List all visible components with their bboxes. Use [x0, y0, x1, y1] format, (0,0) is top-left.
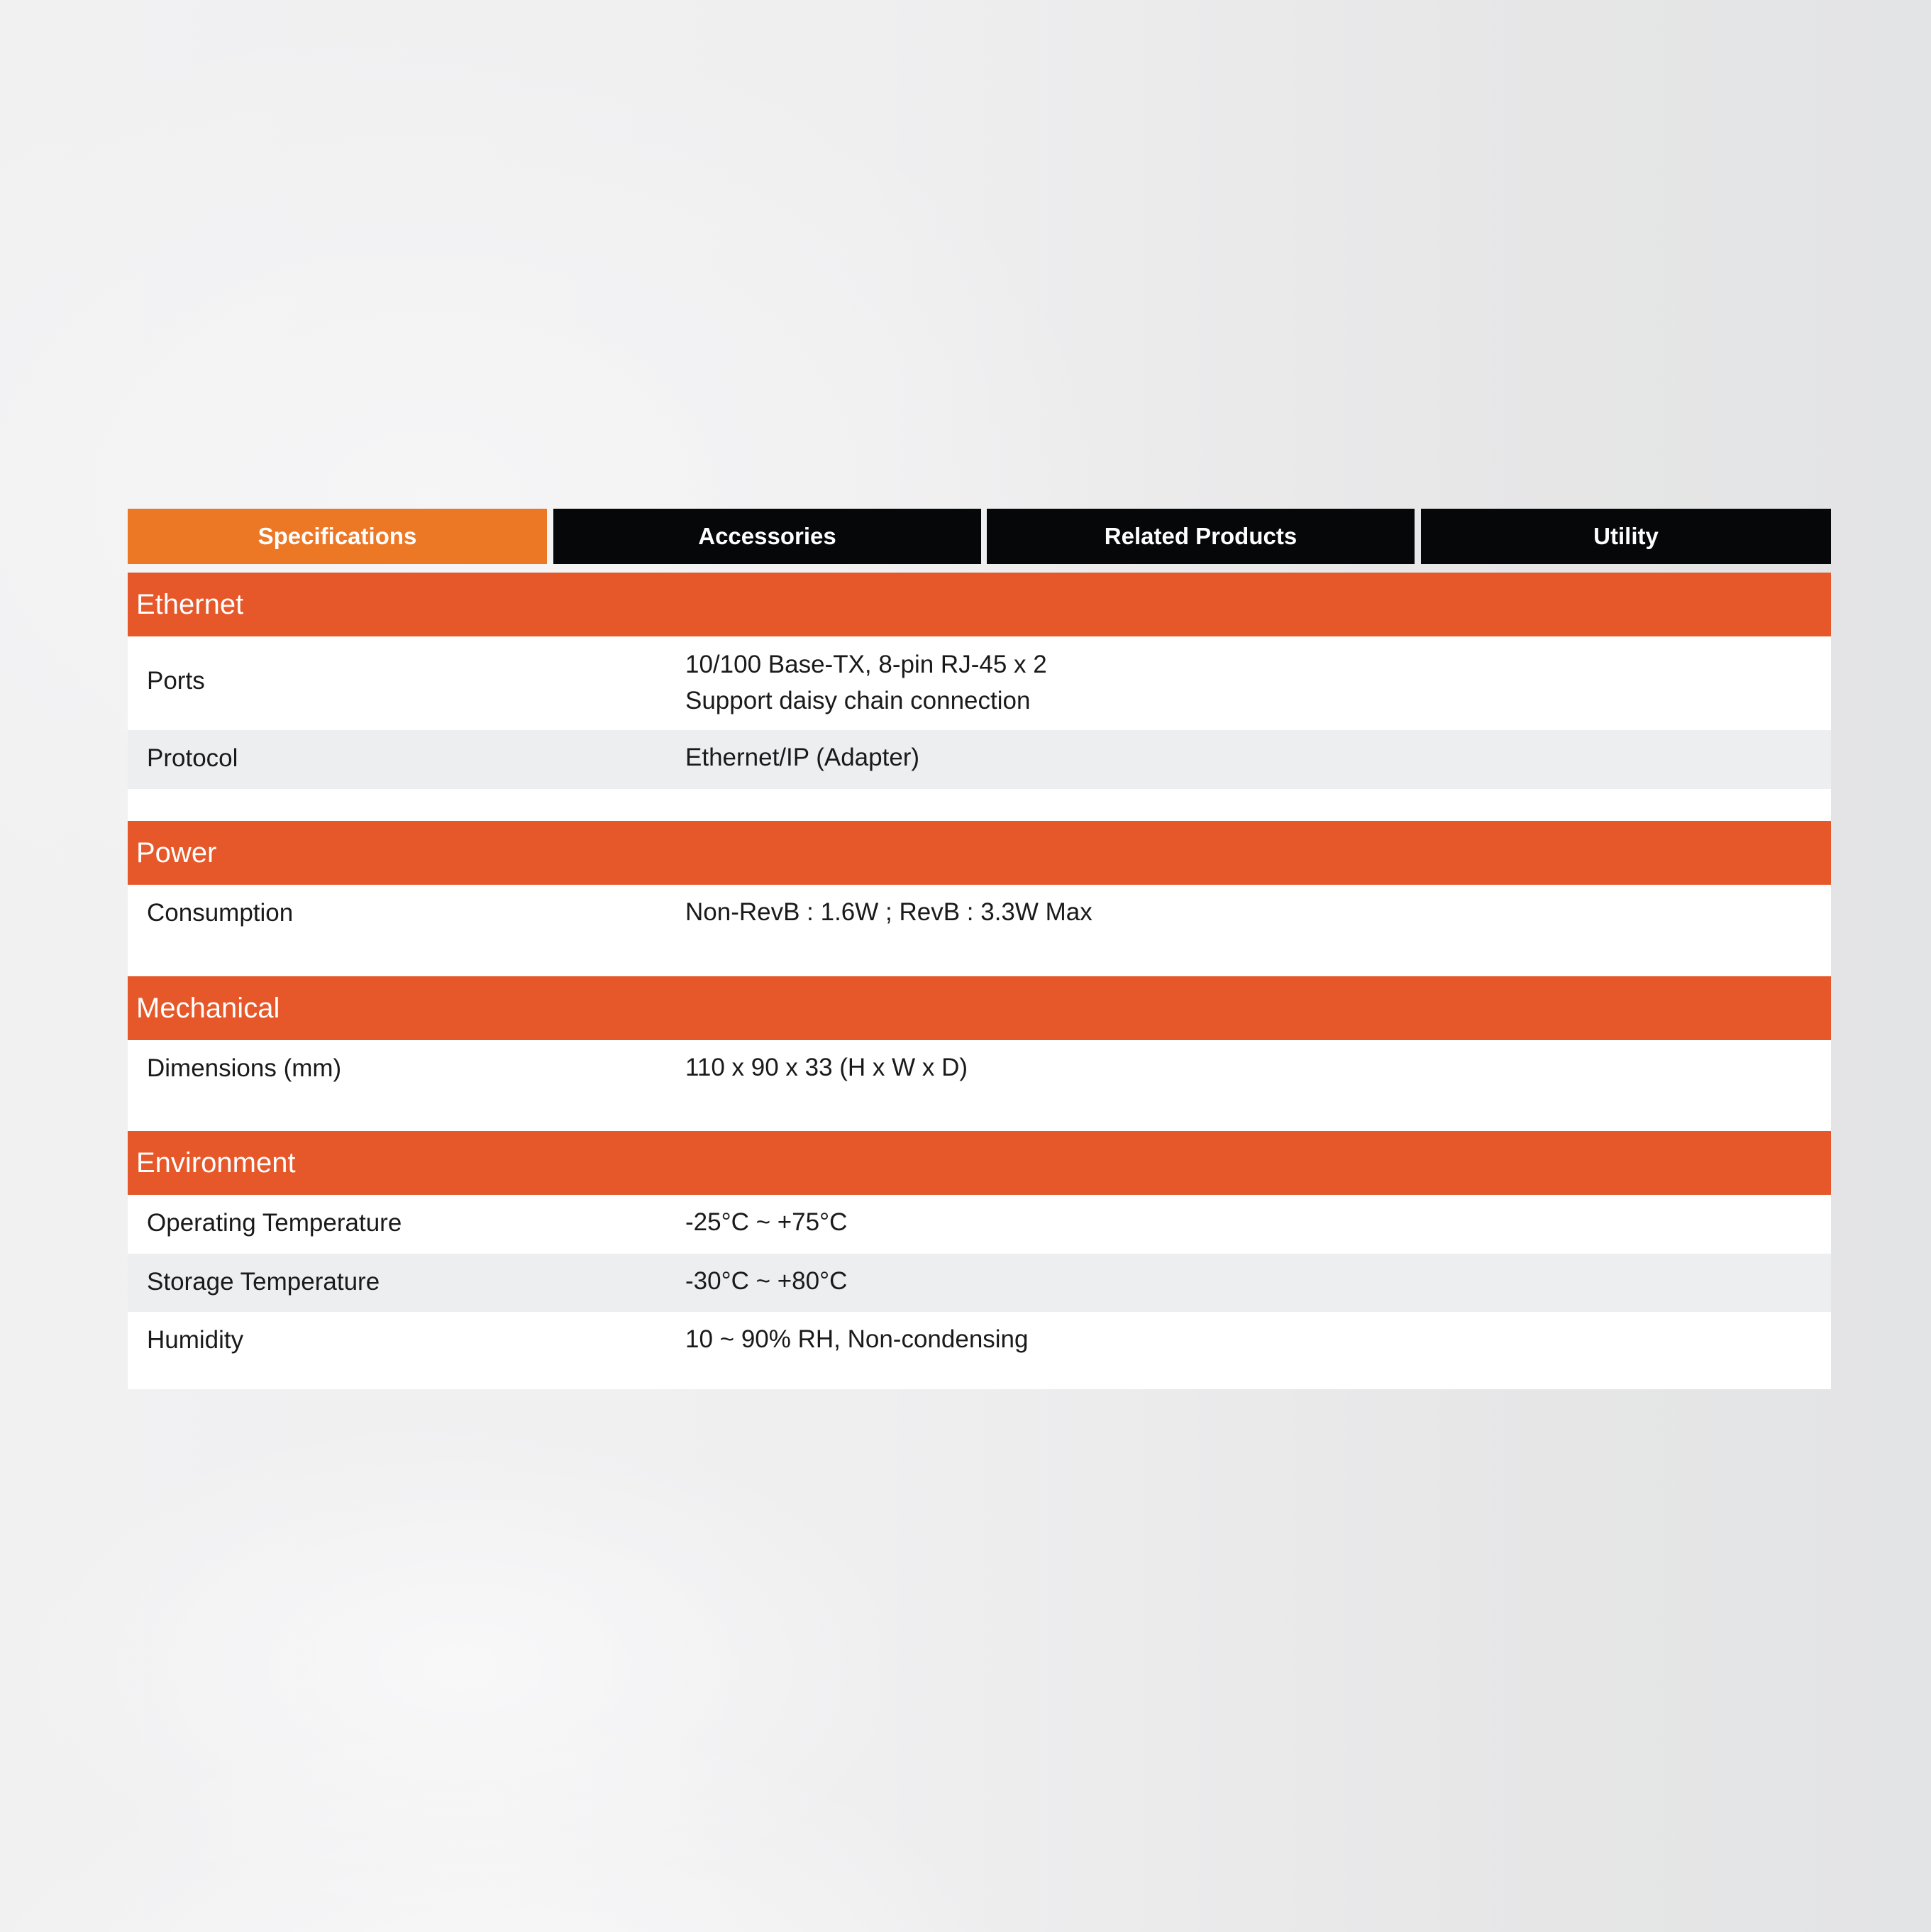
table-row — [128, 730, 1831, 789]
section-title: Environment — [136, 1147, 296, 1178]
section-title: Ethernet — [136, 588, 244, 620]
row-value: 10 ~ 90% RH, Non-condensing — [685, 1325, 1029, 1353]
section-title: Mechanical — [136, 992, 280, 1024]
row-value: Non-RevB : 1.6W ; RevB : 3.3W Max — [685, 898, 1092, 926]
row-value: 110 x 90 x 33 (H x W x D) — [685, 1054, 968, 1081]
row-label: Humidity — [147, 1326, 244, 1354]
tab-label: Related Products — [1104, 523, 1298, 549]
table-row — [128, 1312, 1831, 1389]
section-title: Power — [136, 837, 217, 868]
row-value: -25°C ~ +75°C — [685, 1208, 848, 1236]
row-label: Storage Temperature — [147, 1268, 380, 1296]
row-value: Ethernet/IP (Adapter) — [685, 744, 920, 771]
tab-accessories[interactable] — [553, 509, 981, 564]
tab-specifications[interactable] — [128, 509, 547, 564]
tab-label: Accessories — [698, 523, 836, 549]
table-row — [128, 885, 1831, 976]
row-value: 10/100 Base-TX, 8-pin RJ-45 x 2 — [685, 651, 1047, 678]
row-label: Ports — [147, 667, 205, 695]
section-header-environment — [128, 1131, 1831, 1195]
tab-bar — [128, 509, 1831, 564]
row-label: Operating Temperature — [147, 1209, 402, 1237]
tab-label: Specifications — [258, 523, 417, 549]
section-header-power — [128, 821, 1831, 885]
section-header-mechanical — [128, 976, 1831, 1040]
section-header-ethernet — [128, 573, 1831, 636]
tab-utility[interactable] — [1421, 509, 1831, 564]
row-label: Protocol — [147, 744, 238, 772]
row-value: Support daisy chain connection — [685, 687, 1031, 714]
row-value: -30°C ~ +80°C — [685, 1267, 848, 1295]
tab-related-products[interactable] — [987, 509, 1415, 564]
table-row — [128, 636, 1831, 730]
table-row — [128, 1040, 1831, 1131]
table-row — [128, 1254, 1831, 1312]
row-label: Dimensions (mm) — [147, 1054, 342, 1082]
specifications-table — [128, 573, 1831, 1389]
row-label: Consumption — [147, 899, 294, 927]
tab-label: Utility — [1593, 523, 1659, 549]
section-spacer — [128, 789, 1831, 821]
table-row — [128, 1195, 1831, 1254]
